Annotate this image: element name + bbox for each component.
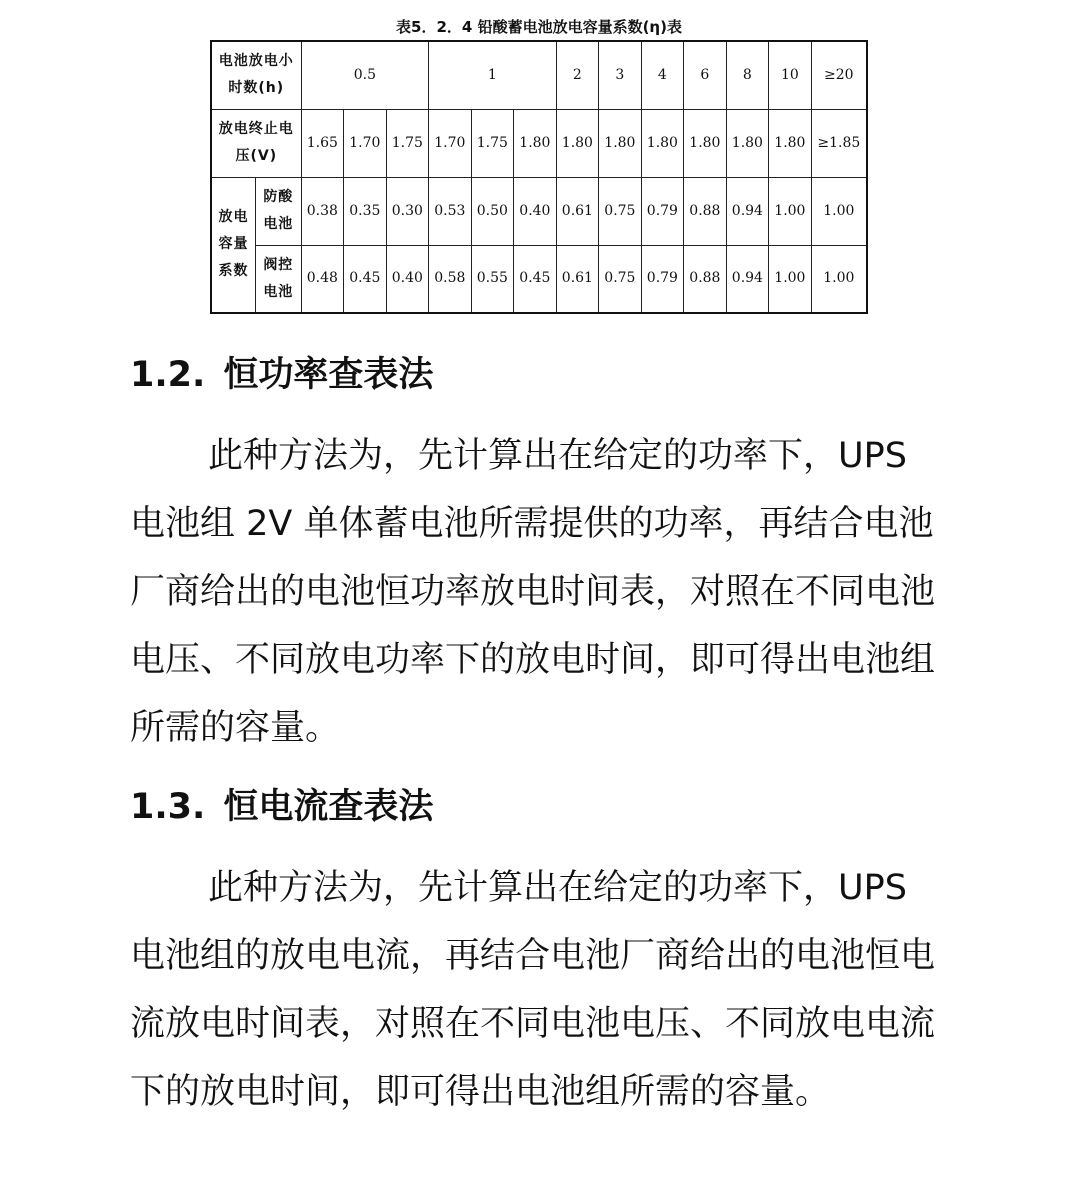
section-title: 恒功率查表法 <box>223 355 434 395</box>
coef-cell: 0.61 <box>556 177 599 245</box>
coefficient-header: 放电容量系数 <box>211 177 256 313</box>
coef-cell: 0.88 <box>684 177 727 245</box>
voltage-cell: 1.80 <box>684 109 727 177</box>
hours-header: 电池放电小时数(h) <box>211 41 301 109</box>
hours-cell: 2 <box>556 41 599 109</box>
hours-row <box>211 41 867 109</box>
hours-cell: 4 <box>641 41 684 109</box>
acid-battery-row <box>211 177 867 245</box>
voltage-cell: 1.75 <box>471 109 514 177</box>
section-title: 恒电流查表法 <box>223 787 434 827</box>
coef-cell: 0.88 <box>684 245 727 313</box>
table-caption: 表5．2．4 铅酸蓄电池放电容量系数(η)表 <box>396 18 682 36</box>
voltage-cell: 1.80 <box>599 109 642 177</box>
coef-cell: 0.94 <box>726 245 769 313</box>
hours-cell: 8 <box>726 41 769 109</box>
coef-cell: 0.40 <box>386 245 429 313</box>
coef-cell: 0.40 <box>514 177 557 245</box>
voltage-cell: 1.70 <box>344 109 387 177</box>
coef-cell: 0.55 <box>471 245 514 313</box>
voltage-header: 放电终止电压(V) <box>211 109 301 177</box>
hours-cell: 1 <box>429 41 557 109</box>
vrla-battery-row <box>211 245 867 313</box>
coef-cell: 1.00 <box>811 177 867 245</box>
voltage-cell: 1.80 <box>641 109 684 177</box>
voltage-cell: 1.65 <box>301 109 344 177</box>
section-number: 1.3. <box>130 787 206 827</box>
coef-cell: 0.53 <box>429 177 472 245</box>
coef-cell: 1.00 <box>769 177 812 245</box>
coef-cell: 0.79 <box>641 245 684 313</box>
hours-cell: 3 <box>599 41 642 109</box>
hours-cell: 0.5 <box>301 41 429 109</box>
voltage-cell: 1.80 <box>769 109 812 177</box>
section-paragraph: 此种方法为，先计算出在给定的功率下，UPS 电池组的放电电流，再结合电池厂商给出的电池恒电流放电时间表，对照在不同电池电压、不同放电电流下的放电时间，即可得出电池组所需的容量。 <box>130 868 936 1112</box>
battery-type-label: 防酸电池 <box>256 177 302 245</box>
voltage-cell: 1.80 <box>556 109 599 177</box>
voltage-cell: 1.70 <box>429 109 472 177</box>
section-heading <box>130 350 433 400</box>
coef-cell: 0.30 <box>386 177 429 245</box>
battery-type-label: 阀控电池 <box>256 245 302 313</box>
coef-cell: 1.00 <box>769 245 812 313</box>
coef-cell: 0.58 <box>429 245 472 313</box>
coef-cell: 0.50 <box>471 177 514 245</box>
voltage-cell: 1.75 <box>386 109 429 177</box>
coef-cell: 0.35 <box>344 177 387 245</box>
section-heading <box>130 782 433 832</box>
hours-cell: 10 <box>769 41 812 109</box>
coef-cell: 0.38 <box>301 177 344 245</box>
coef-cell: 0.79 <box>641 177 684 245</box>
voltage-row <box>211 109 867 177</box>
section-number: 1.2. <box>130 355 206 395</box>
section-paragraph: 此种方法为，先计算出在给定的功率下，UPS 电池组 2V 单体蓄电池所需提供的功率，再结合电池厂商给出的电池恒功率放电时间表，对照在不同电池电压、不同放电功率下的放电时间，即可得出电池组所需的容量。 <box>130 436 936 748</box>
coef-cell: 0.61 <box>556 245 599 313</box>
coef-cell: 0.45 <box>514 245 557 313</box>
coef-cell: 0.48 <box>301 245 344 313</box>
coef-cell: 0.75 <box>599 245 642 313</box>
hours-cell: ≥20 <box>811 41 867 109</box>
voltage-cell: 1.80 <box>514 109 557 177</box>
coef-cell: 0.94 <box>726 177 769 245</box>
voltage-cell: ≥1.85 <box>811 109 867 177</box>
coef-cell: 0.75 <box>599 177 642 245</box>
voltage-cell: 1.80 <box>726 109 769 177</box>
capacity-coefficient-table <box>210 40 868 314</box>
hours-cell: 6 <box>684 41 727 109</box>
coef-cell: 0.45 <box>344 245 387 313</box>
coef-cell: 1.00 <box>811 245 867 313</box>
